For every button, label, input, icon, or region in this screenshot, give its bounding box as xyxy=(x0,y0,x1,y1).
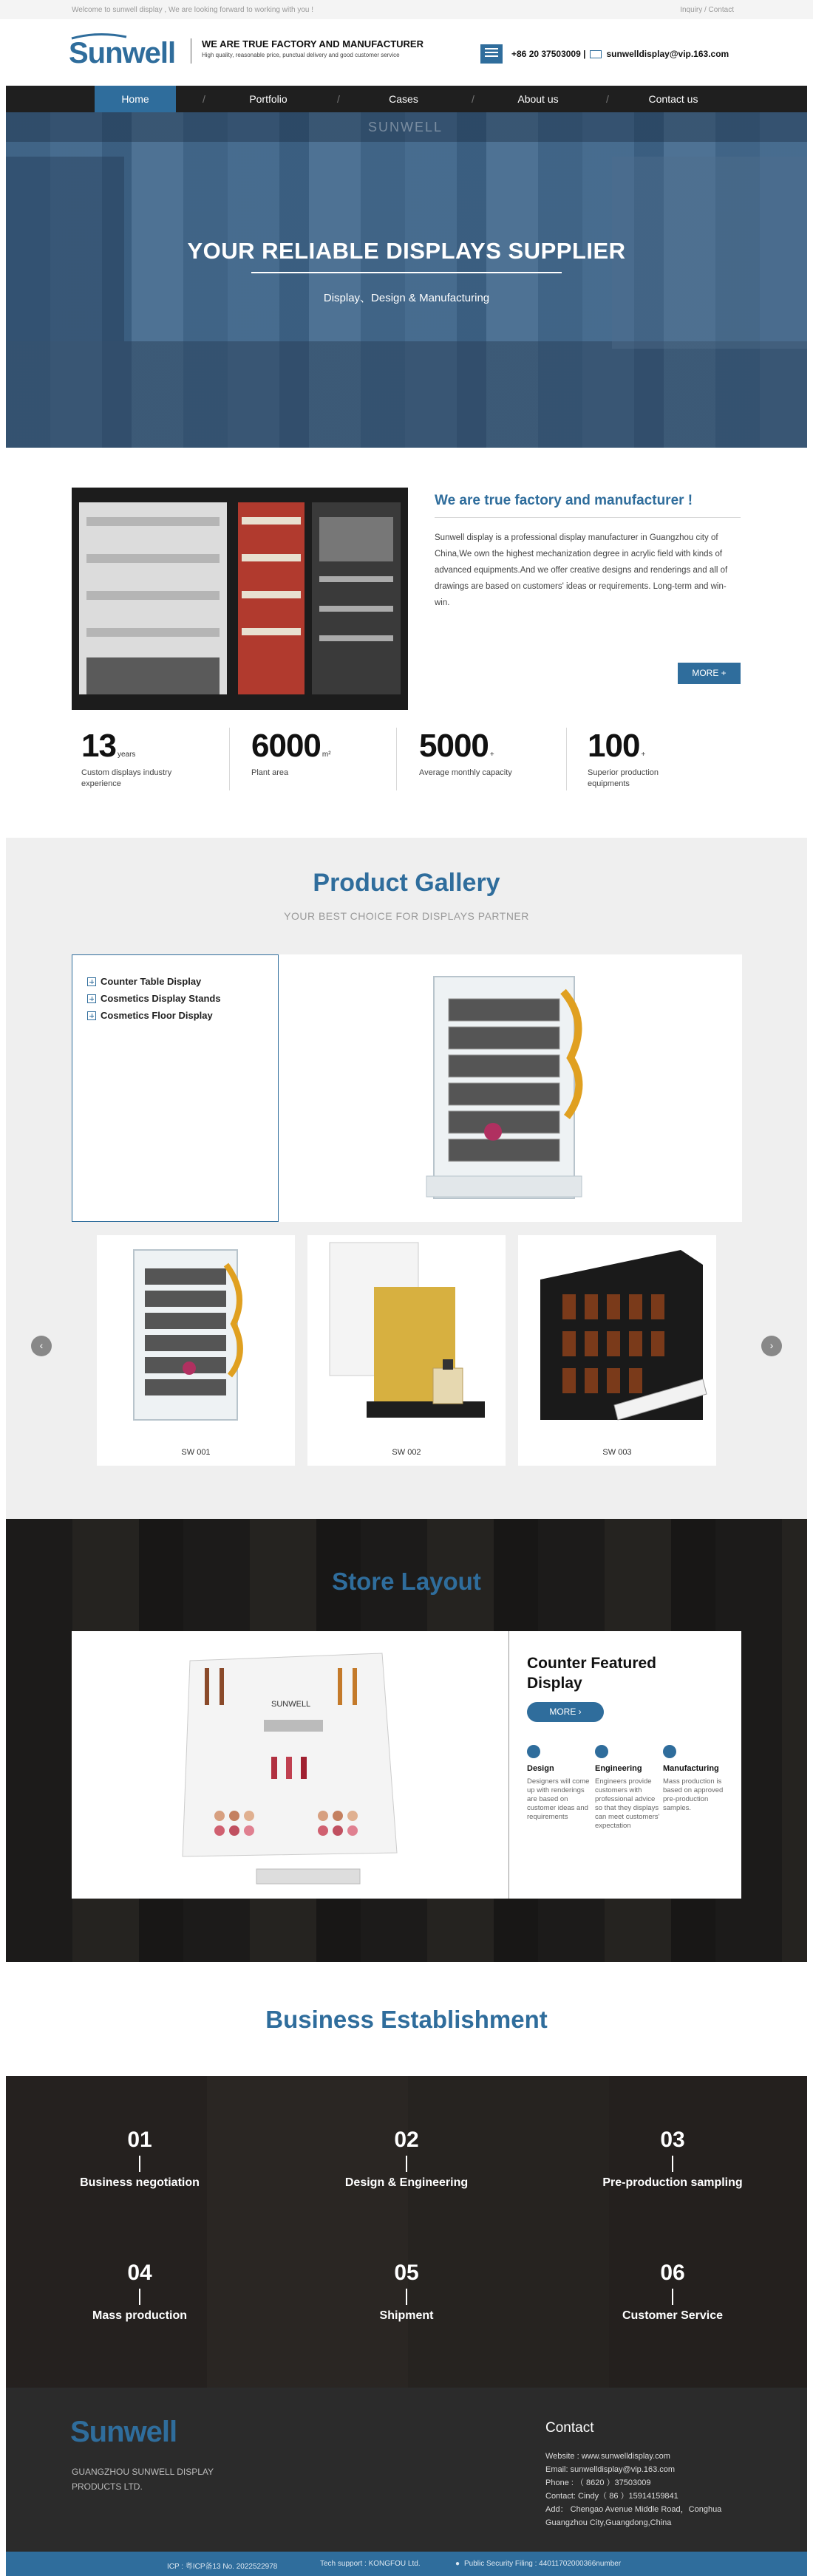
nav-separator: / xyxy=(606,93,609,105)
top-links[interactable]: Inquiry / Contact xyxy=(680,6,734,14)
stat-experience xyxy=(81,728,200,794)
main-nav xyxy=(6,86,807,112)
step-number: 06 xyxy=(660,2261,685,2285)
stat-equipments xyxy=(588,728,676,794)
step-label: Shipment xyxy=(379,2309,434,2322)
stat-unit: m² xyxy=(322,751,331,759)
stat-number: 100 xyxy=(588,728,640,764)
nav-separator: / xyxy=(337,93,340,105)
category-cosmetics-stands[interactable] xyxy=(87,993,278,1004)
step-bar xyxy=(139,2289,140,2305)
nav-separator: / xyxy=(203,93,205,105)
category-cosmetics-floor[interactable] xyxy=(87,1010,278,1021)
hero-counters xyxy=(6,341,807,448)
about-body: Sunwell display is a professional display manufacturer in Guangzhou city of China,We own the highest mechanization degree in acrylic field with kinds of advanced equipments.And we offer creative designs and renderings and all of drawings are based on customers' ideas or requirements. Long-term and win-win. xyxy=(435,533,728,607)
stat-label: Superior production equipments xyxy=(588,768,659,788)
footer-logo[interactable]: Sunwell xyxy=(70,2416,177,2448)
step-bar xyxy=(406,2156,407,2172)
hero-title: YOUR RELIABLE DISPLAYS SUPPLIER xyxy=(187,238,626,264)
step-label: Business negotiation xyxy=(80,2176,200,2189)
header-email[interactable]: sunwelldisplay@vip.163.com xyxy=(606,49,729,59)
step-label: Mass production xyxy=(92,2309,187,2322)
step-label: Pre-production sampling xyxy=(602,2176,743,2189)
about-more-button[interactable]: MORE + xyxy=(678,663,741,684)
tech-support[interactable]: Tech support : KONGFOU Ltd. xyxy=(320,2560,421,2568)
business-steps xyxy=(6,2076,807,2388)
product-card[interactable] xyxy=(518,1235,716,1466)
step-label: Design & Engineering xyxy=(344,2176,469,2189)
engineering-pencil-icon xyxy=(595,1745,608,1758)
footer-company-name: GUANGZHOU SUNWELL DISPLAY PRODUCTS LTD. xyxy=(72,2467,214,2492)
mail-icon xyxy=(590,50,602,58)
business-step xyxy=(296,2128,517,2190)
about-title: We are true factory and manufacturer ! xyxy=(435,493,693,508)
product-image xyxy=(307,1235,506,1442)
stat-divider xyxy=(229,728,230,790)
footer-phone: Phone : （ 8620 ）37503009 xyxy=(545,2478,651,2487)
step-number: 03 xyxy=(660,2128,685,2152)
product-image xyxy=(97,1235,295,1442)
nav-portfolio[interactable]: Portfolio xyxy=(249,93,288,105)
featured-product-image[interactable] xyxy=(279,954,742,1222)
acrylic-drawer-cabinet-image xyxy=(279,954,742,1222)
site-header xyxy=(0,19,813,86)
step-bar xyxy=(406,2289,407,2305)
nav-separator: / xyxy=(472,93,474,105)
stat-number: 13 xyxy=(81,728,116,764)
nav-contact-us[interactable]: Contact us xyxy=(648,93,698,105)
phone-book-icon xyxy=(480,44,503,64)
store-feature-title: Counter Featured Display xyxy=(527,1655,657,1692)
hero-brand-watermark: SUNWELL xyxy=(368,120,443,134)
header-phone[interactable]: +86 20 37503009 | xyxy=(511,49,586,59)
stat-divider xyxy=(566,728,567,790)
design-icon xyxy=(527,1745,540,1758)
footer-address: Add： Chengao Avenue Middle Road，Conghua xyxy=(545,2505,722,2514)
gallery-prev-arrow[interactable]: ‹ xyxy=(31,1336,52,1356)
service-engineering xyxy=(595,1745,660,1831)
footer-website[interactable]: Website : www.sunwelldisplay.com xyxy=(545,2452,670,2461)
stat-label: Average monthly capacity xyxy=(419,768,512,777)
service-text: Mass production is based on approved pre-production samples. xyxy=(663,1777,724,1812)
manufacturing-icon xyxy=(663,1745,676,1758)
product-caption: SW 002 xyxy=(392,1448,421,1457)
step-number: 02 xyxy=(394,2128,419,2152)
tagline-subtitle: High quality, reasonable price, punctual delivery and good customer service xyxy=(202,52,400,58)
service-design xyxy=(527,1745,592,1822)
product-caption: SW 003 xyxy=(602,1448,632,1457)
stat-unit: years xyxy=(117,751,136,759)
stat-number: 5000 xyxy=(419,728,489,764)
footer-contact-details xyxy=(545,2450,767,2529)
store-title: Store Layout xyxy=(332,1568,481,1595)
about-photo xyxy=(72,488,408,710)
expand-plus-icon xyxy=(87,977,96,986)
business-step xyxy=(29,2128,251,2190)
step-label: Customer Service xyxy=(622,2309,724,2322)
site-footer xyxy=(6,2388,807,2552)
footer-contact-person: Contact: Cindy（ 86 ）15914159841 xyxy=(545,2492,678,2501)
nav-cases[interactable]: Cases xyxy=(389,93,418,105)
footer-address-city: Guangzhou City,Guangdong,China xyxy=(545,2518,672,2527)
store-feature-image[interactable] xyxy=(72,1631,509,1899)
service-title: Engineering xyxy=(595,1764,642,1773)
expand-plus-icon xyxy=(87,1011,96,1020)
store-layout-section xyxy=(6,1519,807,1962)
step-number: 01 xyxy=(127,2128,152,2152)
footer-contact-title: Contact xyxy=(545,2420,594,2436)
business-title: Business Establishment xyxy=(265,2006,548,2033)
step-bar xyxy=(672,2289,673,2305)
step-bar xyxy=(672,2156,673,2172)
sunwell-logo[interactable] xyxy=(69,33,175,69)
stat-number: 6000 xyxy=(251,728,321,764)
stat-plant-area xyxy=(251,728,370,794)
copyright-bar xyxy=(6,2552,807,2576)
hero-banner xyxy=(6,112,807,448)
footer-email[interactable]: Email: sunwelldisplay@vip.163.com xyxy=(545,2465,676,2474)
category-counter-table[interactable] xyxy=(87,976,278,987)
board-brand-text: SUNWELL xyxy=(271,1700,311,1709)
gallery-next-arrow[interactable]: › xyxy=(761,1336,782,1356)
stat-unit: + xyxy=(489,751,494,759)
service-manufacturing xyxy=(663,1745,728,1813)
business-step xyxy=(29,2261,251,2323)
stat-capacity xyxy=(419,728,537,794)
product-caption: SW 001 xyxy=(181,1448,211,1457)
stat-divider xyxy=(396,728,397,790)
tagline xyxy=(191,38,423,64)
category-label: Cosmetics Display Stands xyxy=(101,993,221,1004)
service-title: Manufacturing xyxy=(663,1764,719,1773)
step-number: 04 xyxy=(127,2261,152,2285)
product-image xyxy=(518,1235,716,1442)
business-step xyxy=(562,2261,783,2323)
store-more-button[interactable]: MORE › xyxy=(527,1702,604,1722)
service-text: Engineers provide customers with professional advice so that they displays can meet customers' expectation xyxy=(595,1777,660,1830)
tagline-title: WE ARE TRUE FACTORY AND MANUFACTURER xyxy=(202,38,423,49)
gallery-subtitle: YOUR BEST CHOICE FOR DISPLAYS PARTNER xyxy=(284,910,529,922)
icp-number[interactable]: ICP : 粤ICP备13 No. 2022522978 xyxy=(167,2563,278,2571)
nav-about-us[interactable]: About us xyxy=(517,93,559,105)
stat-unit: + xyxy=(641,751,646,759)
cosmetics-store-photo xyxy=(72,488,408,710)
product-card[interactable] xyxy=(307,1235,506,1466)
public-security-filing[interactable]: Public Security Filing : 44011702000366number xyxy=(464,2560,622,2568)
service-text: Designers will come up with renderings are based on customer ideas and requirements xyxy=(527,1777,590,1821)
stat-label: Custom displays industry experience xyxy=(81,768,172,788)
service-title: Design xyxy=(527,1764,554,1773)
expand-plus-icon xyxy=(87,994,96,1003)
stat-label: Plant area xyxy=(251,768,289,777)
security-badge-icon: ● xyxy=(455,2560,460,2568)
welcome-text: Welcome to sunwell display , We are looking forward to working with you ! xyxy=(72,6,313,14)
business-step xyxy=(562,2128,783,2190)
business-step xyxy=(296,2261,517,2323)
counter-display-board-image xyxy=(72,1631,509,1899)
business-background-overlay xyxy=(6,2076,807,2388)
about-divider xyxy=(435,517,741,518)
nav-home[interactable]: Home xyxy=(95,86,176,112)
store-feature-text xyxy=(527,1653,734,1722)
logo-text: Sunwell xyxy=(69,37,176,69)
product-card[interactable] xyxy=(97,1235,295,1466)
top-strip xyxy=(0,0,813,19)
hero-divider xyxy=(251,272,562,273)
product-gallery xyxy=(6,838,807,1519)
step-number: 05 xyxy=(394,2261,419,2285)
logo-swoosh-icon xyxy=(69,33,194,69)
gallery-title: Product Gallery xyxy=(313,869,500,897)
category-label: Counter Table Display xyxy=(101,976,202,987)
category-label: Cosmetics Floor Display xyxy=(101,1010,213,1021)
gallery-category-menu xyxy=(72,954,279,1222)
hero-subtitle: Display、Design & Manufacturing xyxy=(323,292,490,304)
header-contact xyxy=(480,44,729,64)
store-feature-card xyxy=(72,1631,741,1899)
step-bar xyxy=(139,2156,140,2172)
